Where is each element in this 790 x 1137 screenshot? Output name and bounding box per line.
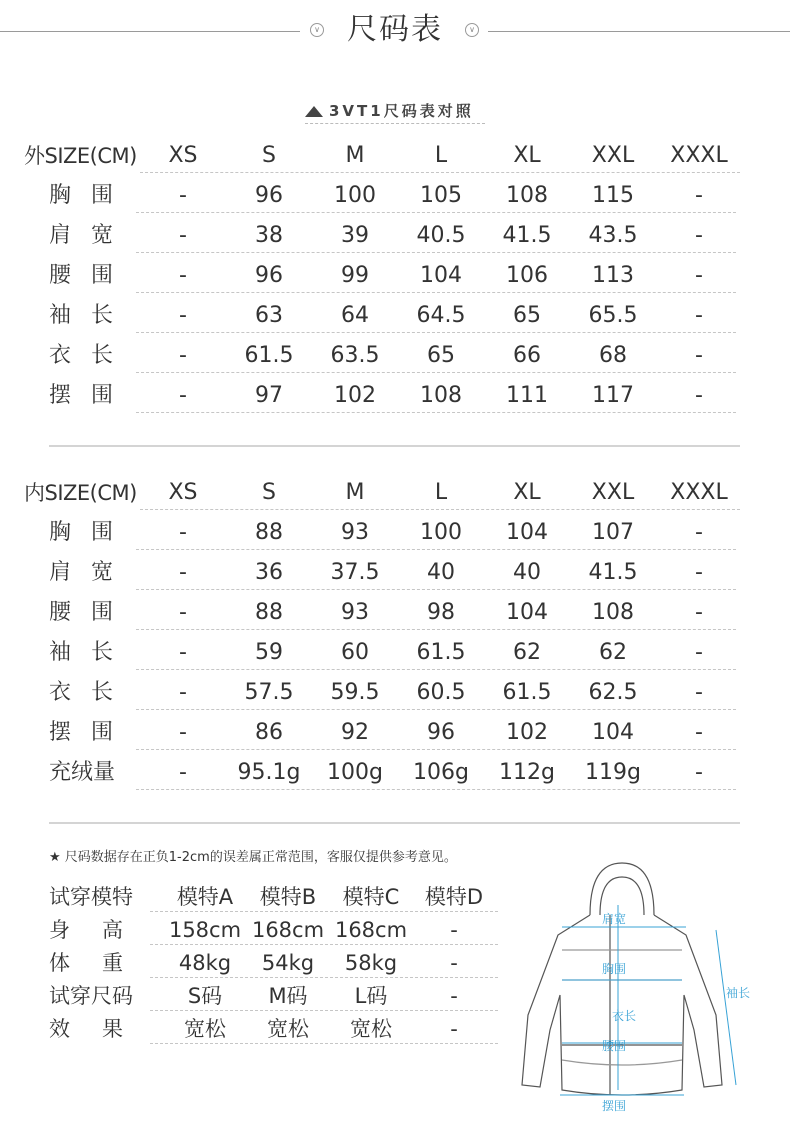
table-cell: 61.5 [244,343,294,368]
table-cell: 98 [427,600,455,625]
dashed-rule [136,589,736,590]
table-cell: 104 [592,720,634,745]
size-header-cell: S [262,480,276,505]
row-label: 胸围 [49,520,134,545]
table-row [0,719,790,759]
row-label: 袖长 [49,303,134,328]
chest-label: 胸围 [602,962,627,976]
table-cell: 65.5 [588,303,638,328]
table-cell: 68 [599,343,627,368]
row-label: 摆围 [49,720,134,745]
model-cell: L码 [354,984,388,1008]
table-cell: 108 [592,600,634,625]
model-cell: 48kg [178,951,232,975]
table-cell: 61.5 [502,680,552,705]
table-cell: 86 [255,720,283,745]
model-cell: 模特B [259,885,317,909]
table-row [0,302,790,342]
dashed-rule [136,372,736,373]
table-cell: 96 [255,263,283,288]
table-row [0,262,790,302]
page-title: 尺码表 [347,12,443,47]
table-cell: - [179,303,187,328]
row-label: 肩宽 [49,223,134,248]
dashed-rule [136,412,736,413]
table-cell: 88 [255,520,283,545]
table-cell: - [179,223,187,248]
table-cell: 104 [506,600,548,625]
table-cell: 99 [341,263,369,288]
table-cell: 104 [506,520,548,545]
table-row [0,182,790,222]
size-header-cell: XXXL [670,480,728,505]
row-label: 袖长 [49,640,134,665]
table-cell: 41.5 [502,223,552,248]
table-cell: 59 [255,640,283,665]
table-cell: 43.5 [588,223,638,248]
model-cell: 168cm [334,918,408,942]
table-cell: 65 [427,343,455,368]
table-cell: 97 [255,383,283,408]
table-cell: 57.5 [244,680,294,705]
table-head-label: 外SIZE(CM) [24,144,137,168]
dashed-rule [136,292,736,293]
dashed-rule [136,709,736,710]
table-cell: 92 [341,720,369,745]
table-cell: - [695,263,703,288]
model-cell: 宽松 [267,1017,309,1041]
table-cell: 107 [592,520,634,545]
table-cell: 37.5 [330,560,380,585]
size-header-cell: M [345,143,365,168]
section-divider [49,822,740,824]
model-cell: 宽松 [350,1017,392,1041]
model-cell: 58kg [344,951,398,975]
table-cell: 62 [599,640,627,665]
dashed-rule [136,629,736,630]
table-cell: 60.5 [416,680,466,705]
model-cell: M码 [268,984,308,1008]
model-row-label: 体重 [49,951,155,975]
dashed-rule [150,977,498,978]
table-cell: - [695,343,703,368]
table-cell: - [695,640,703,665]
table-cell: 62 [513,640,541,665]
table-cell: - [179,383,187,408]
table-cell: 93 [341,520,369,545]
table-cell: 66 [513,343,541,368]
table-cell: 96 [255,183,283,208]
table-cell: 115 [592,183,634,208]
size-header-cell: XL [513,143,541,168]
table-row [0,759,790,799]
table-cell: 113 [592,263,634,288]
model-row [0,950,520,983]
table-cell: 59.5 [330,680,380,705]
size-header-cell: XS [168,143,198,168]
table-cell: - [695,183,703,208]
table-cell: - [179,520,187,545]
table-head-label: 内SIZE(CM) [24,481,137,505]
model-cell: S码 [187,984,223,1008]
table-row [0,639,790,679]
size-header-cell: M [345,480,365,505]
size-header-cell: XXL [591,143,635,168]
dashed-rule [150,944,498,945]
sleeve-label: 袖长 [726,986,751,1000]
table-cell: - [695,720,703,745]
model-cell: 宽松 [184,1017,226,1041]
table-header-row [0,479,790,519]
size-header-cell: XXL [591,480,635,505]
model-row-label: 效果 [49,1017,155,1041]
table-cell: 40.5 [416,223,466,248]
table-cell: - [179,720,187,745]
table-cell: 36 [255,560,283,585]
dashed-rule [150,911,498,912]
table-cell: - [695,680,703,705]
table-cell: - [179,600,187,625]
dashed-rule [150,1010,498,1011]
table-cell: 62.5 [588,680,638,705]
row-label: 腰围 [49,600,134,625]
row-label: 衣长 [49,680,134,705]
size-header-cell: L [434,143,448,168]
table-cell: 111 [506,383,548,408]
table-cell: - [179,343,187,368]
table-cell: - [179,263,187,288]
triangle-icon [305,106,323,117]
model-row-label: 身高 [49,918,155,942]
table-cell: 108 [506,183,548,208]
table-cell: - [179,640,187,665]
table-cell: 95.1g [237,760,301,785]
model-cell: 168cm [251,918,325,942]
dashed-rule [136,549,736,550]
chevron-down-icon: ∨ [310,23,324,37]
model-row [0,983,520,1016]
table-row [0,519,790,559]
model-row [0,884,520,917]
table-cell: 60 [341,640,369,665]
model-table [0,884,520,1054]
subtitle-text: 3VT1尺码表对照 [329,102,474,120]
size-header-cell: S [262,143,276,168]
table-row [0,382,790,422]
table-cell: 100 [420,520,462,545]
table-cell: 63.5 [330,343,380,368]
dashed-rule [140,509,740,510]
row-label: 肩宽 [49,560,134,585]
table-cell: 112g [499,760,555,785]
table-cell: - [179,680,187,705]
dashed-rule [136,669,736,670]
dashed-rule [136,332,736,333]
row-label: 腰围 [49,263,134,288]
hem-label: 摆围 [602,1099,627,1113]
row-label: 摆围 [49,383,134,408]
table-cell: - [695,560,703,585]
table-cell: 64.5 [416,303,466,328]
table-cell: 102 [506,720,548,745]
model-cell: 54kg [261,951,315,975]
size-header-cell: XXXL [670,143,728,168]
table-cell: 39 [341,223,369,248]
waist-label: 腰围 [602,1039,627,1053]
model-cell: 模特A [176,885,234,909]
table-cell: - [695,760,703,785]
model-cell: - [450,984,458,1008]
table-row [0,342,790,382]
chevron-down-icon: ∨ [465,23,479,37]
jacket-diagram-icon [510,855,790,1125]
size-header-cell: L [434,480,448,505]
model-row-label: 试穿尺码 [49,984,133,1008]
table-cell: - [179,560,187,585]
length-label: 衣长 [612,1009,637,1023]
table-cell: 106g [413,760,469,785]
row-label: 衣长 [49,343,134,368]
table-cell: 106 [506,263,548,288]
table-cell: - [695,383,703,408]
table-cell: 100 [334,183,376,208]
size-note: ★ 尺码数据存在正负1-2cm的误差属正常范围，客服仅提供参考意见。 [49,850,457,865]
table-cell: - [695,520,703,545]
model-cell: 模特D [424,885,484,909]
table-cell: 41.5 [588,560,638,585]
model-cell: - [450,918,458,942]
table-cell: - [695,303,703,328]
header-line-right [488,31,790,32]
size-header-cell: XS [168,480,198,505]
row-label: 充绒量 [49,760,116,785]
dashed-rule [140,172,740,173]
table-row [0,559,790,599]
table-cell: 104 [420,263,462,288]
table-cell: 105 [420,183,462,208]
table-cell: 88 [255,600,283,625]
shoulder-label: 肩宽 [602,912,627,926]
table-row [0,222,790,262]
table-cell: 102 [334,383,376,408]
table-cell: 40 [427,560,455,585]
model-row [0,1016,520,1049]
table-cell: 96 [427,720,455,745]
table-header-row [0,142,790,182]
model-cell: - [450,951,458,975]
table-cell: 38 [255,223,283,248]
table-cell: - [695,223,703,248]
table-cell: 119g [585,760,641,785]
table-cell: 61.5 [416,640,466,665]
row-label: 胸围 [49,183,134,208]
table-row [0,679,790,719]
dashed-rule [136,252,736,253]
section-divider [49,445,740,447]
model-cell: 158cm [168,918,242,942]
table-cell: - [179,760,187,785]
dashed-rule [136,749,736,750]
table-cell: 64 [341,303,369,328]
table-cell: 40 [513,560,541,585]
model-row-label: 试穿模特 [49,885,133,909]
size-header-cell: XL [513,480,541,505]
model-cell: - [450,1017,458,1041]
table-cell: 117 [592,383,634,408]
table-cell: - [695,600,703,625]
table-subtitle [305,100,485,124]
table-cell: 108 [420,383,462,408]
table-cell: 93 [341,600,369,625]
dashed-rule [150,1043,498,1044]
table-cell: 63 [255,303,283,328]
table-row [0,599,790,639]
dashed-rule [136,212,736,213]
model-cell: 模特C [342,885,400,909]
table-cell: - [179,183,187,208]
dashed-rule [136,789,736,790]
table-cell: 100g [327,760,383,785]
model-row [0,917,520,950]
table-cell: 65 [513,303,541,328]
